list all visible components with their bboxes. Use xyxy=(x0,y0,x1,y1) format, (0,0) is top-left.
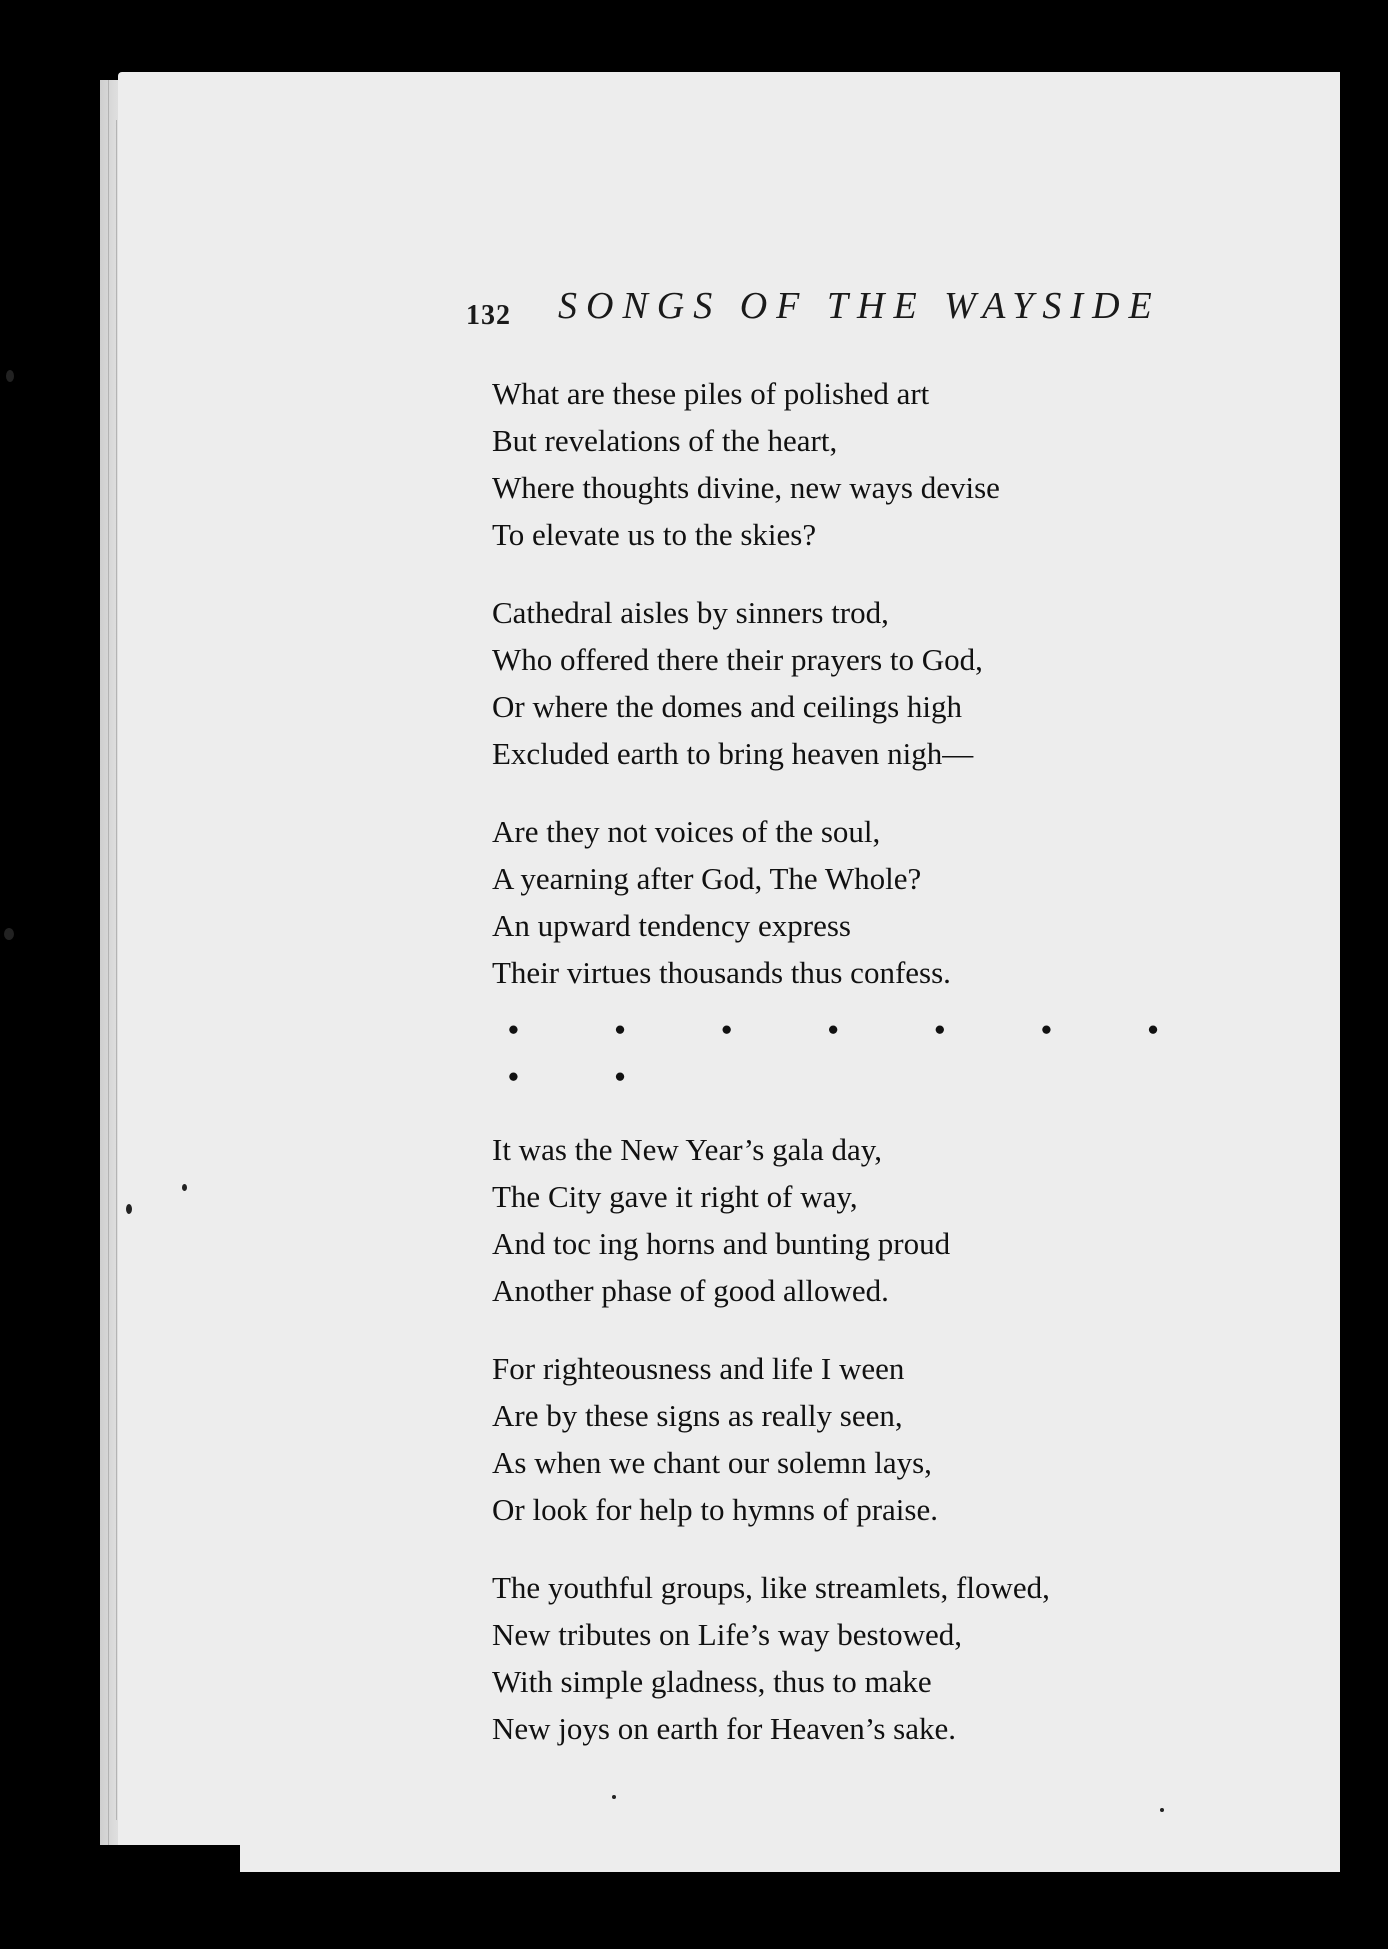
poem-line: The youthful groups, like streamlets, flowed, xyxy=(492,1570,1050,1605)
poem-line: For righteousness and life I ween xyxy=(492,1351,905,1386)
stanza xyxy=(492,370,1212,558)
poem-line: An upward tendency express xyxy=(492,908,851,943)
poem-line: And toc ing horns and bunting proud xyxy=(492,1226,951,1261)
scan-speck xyxy=(182,1184,187,1191)
poem-line: Are by these signs as really seen, xyxy=(492,1398,903,1433)
poem-line: As when we chant our solemn lays, xyxy=(492,1445,932,1480)
section-separator-dots: • • • • • • • • • xyxy=(508,1012,1203,1094)
poem-line: Cathedral aisles by sinners trod, xyxy=(492,595,889,630)
bottom-fold-shadow xyxy=(100,1845,240,1885)
stanza xyxy=(492,1564,1212,1752)
poem-line: New joys on earth for Heaven’s sake. xyxy=(492,1711,956,1746)
edge-line xyxy=(108,80,109,1870)
scan-speck xyxy=(4,928,14,940)
poem-line: Or look for help to hymns of praise. xyxy=(492,1492,938,1527)
stanza xyxy=(492,1126,1212,1314)
poem-line: Excluded earth to bring heaven nigh— xyxy=(492,736,974,771)
running-title: SONGS OF THE WAYSIDE xyxy=(558,285,1161,327)
poem-line: To elevate us to the skies? xyxy=(492,517,817,552)
scan-speck xyxy=(612,1795,616,1799)
stanza xyxy=(492,808,1212,996)
page-number: 132 xyxy=(466,300,511,331)
poem-line: Where thoughts divine, new ways devise xyxy=(492,470,1000,505)
poem-line: A yearning after God, The Whole? xyxy=(492,861,922,896)
poem-body xyxy=(492,370,1212,1783)
poem-line: Who offered there their prayers to God, xyxy=(492,642,983,677)
page-header xyxy=(466,282,1186,342)
scan-speck xyxy=(126,1204,132,1214)
stanza xyxy=(492,1345,1212,1533)
scan-speck xyxy=(6,370,14,382)
poem-line: Or where the domes and ceilings high xyxy=(492,689,963,724)
poem-line: It was the New Year’s gala day, xyxy=(492,1132,882,1167)
poem-line: Are they not voices of the soul, xyxy=(492,814,881,849)
edge-line xyxy=(116,120,117,1820)
scan-speck xyxy=(1160,1808,1164,1812)
stanza xyxy=(492,589,1212,777)
poem-line: What are these piles of polished art xyxy=(492,376,930,411)
poem-line: The City gave it right of way, xyxy=(492,1179,858,1214)
right-scan-border xyxy=(1340,60,1388,1880)
poem-line: Another phase of good allowed. xyxy=(492,1273,889,1308)
poem-line: But revelations of the heart, xyxy=(492,423,838,458)
poem-line: Their virtues thousands thus confess. xyxy=(492,955,951,990)
poem-line: New tributes on Life’s way bestowed, xyxy=(492,1617,963,1652)
poem-line: With simple gladness, thus to make xyxy=(492,1664,932,1699)
